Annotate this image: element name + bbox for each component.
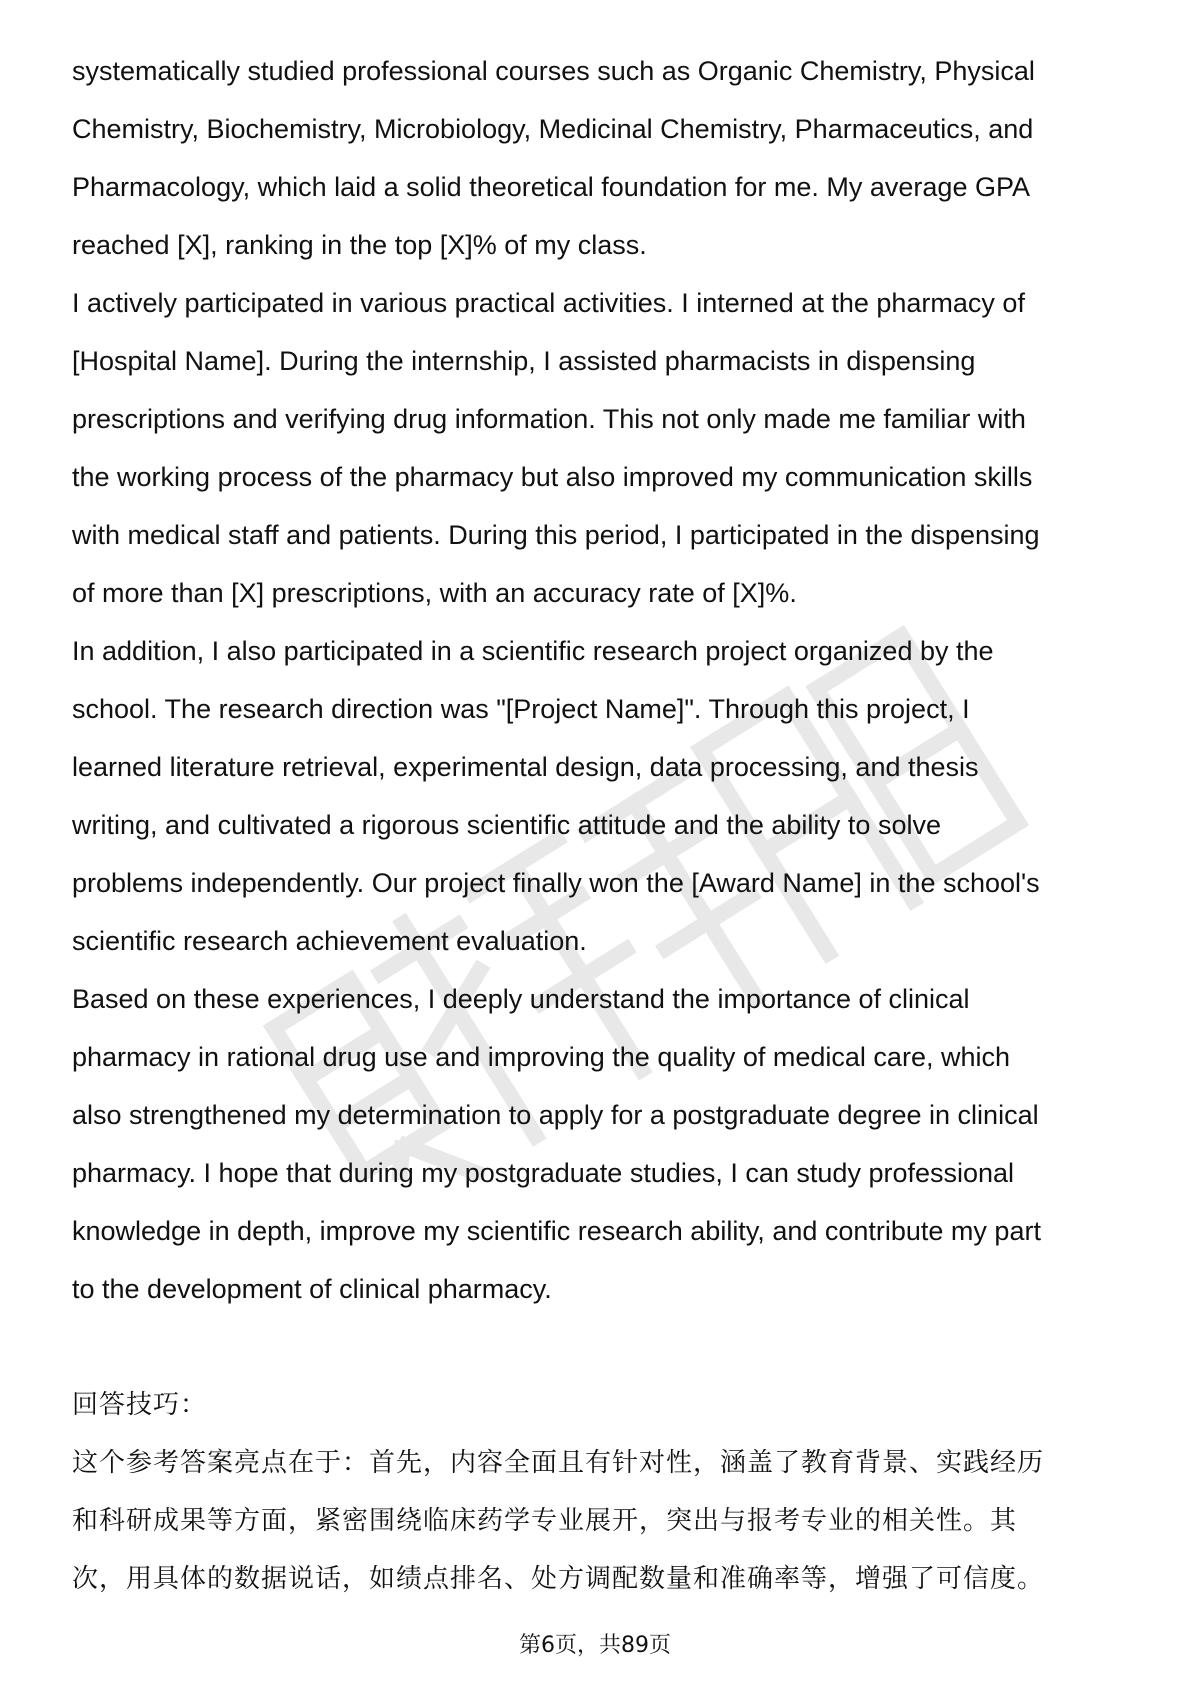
body-line: problems independently. Our project finally won the [Award Name] in the school's [72,868,1040,898]
body-line: with medical staff and patients. During this period, I participated in the dispensing [72,520,1040,550]
tips-line: 这个参考答案亮点在于：首先，内容全面且有针对性，涵盖了教育背景、实践经历 [72,1448,1045,1478]
body-line: systematically studied professional courses such as Organic Chemistry, Physical [72,56,1035,86]
body-line: writing, and cultivated a rigorous scientific attitude and the ability to solve [72,810,941,840]
body-line: Based on these experiences, I deeply understand the importance of clinical [72,984,970,1014]
body-line: also strengthened my determination to apply for a postgraduate degree in clinical [72,1100,1039,1130]
section-gap [72,1318,1132,1376]
body-line: [Hospital Name]. During the internship, I assisted pharmacists in dispensing [72,346,976,376]
body-line: reached [X], ranking in the top [X]% of my class. [72,230,647,260]
body-line: prescriptions and verifying drug information. This not only made me familiar with [72,404,1026,434]
body-line: pharmacy in rational drug use and improving the quality of medical care, which [72,1042,1010,1072]
body-line: learned literature retrieval, experimental design, data processing, and thesis [72,752,979,782]
body-line: Chemistry, Biochemistry, Microbiology, Medicinal Chemistry, Pharmaceutics, and [72,114,1034,144]
body-line: I actively participated in various practical activities. I interned at the pharmacy of [72,288,1025,318]
tips-heading: 回答技巧： [72,1390,208,1420]
body-line: Pharmacology, which laid a solid theoretical foundation for me. My average GPA [72,172,1030,202]
tips-line: 次，用具体的数据说话，如绩点排名、处方调配数量和准确率等，增强了可信度。 [72,1564,1045,1594]
page-number: 第6页，共89页 [519,1633,671,1658]
document-body [72,42,1132,1608]
body-line: to the development of clinical pharmacy. [72,1274,552,1304]
body-line: pharmacy. I hope that during my postgraduate studies, I can study professional [72,1158,1015,1188]
body-line: the working process of the pharmacy but also improved my communication skills [72,462,1033,492]
body-line: school. The research direction was "[Project Name]". Through this project, I [72,694,970,724]
tips-line: 和科研成果等方面，紧密围绕临床药学专业展开，突出与报考专业的相关性。其 [72,1506,1018,1536]
body-line: knowledge in depth, improve my scientific research ability, and contribute my part [72,1216,1041,1246]
body-line: scientific research achievement evaluation. [72,926,587,956]
body-line: In addition, I also participated in a scientific research project organized by the [72,636,994,666]
body-line: of more than [X] prescriptions, with an accuracy rate of [X]%. [72,578,797,608]
